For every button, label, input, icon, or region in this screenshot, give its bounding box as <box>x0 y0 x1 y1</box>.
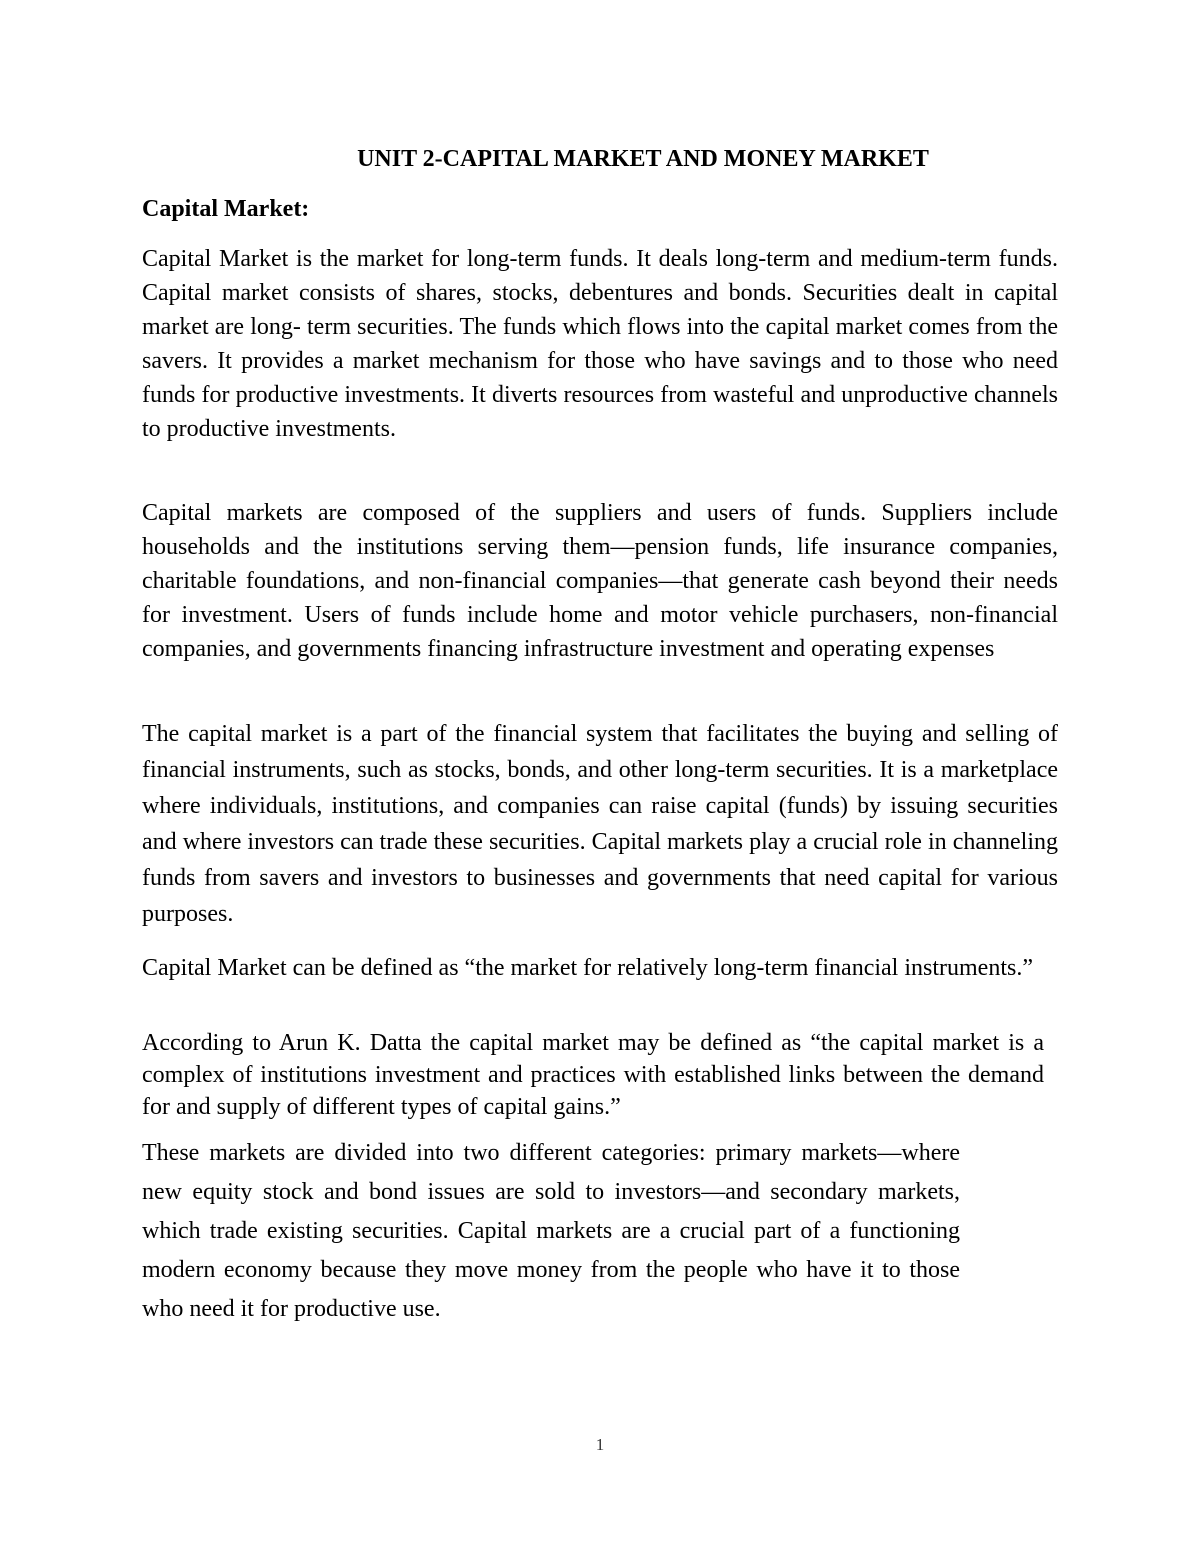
paragraph-definition: Capital Market is the market for long-term funds. It deals long-term and medium-term funds. Capital market consists of shares, stocks, debentures and bonds. Securities dealt in capital market are long- term securities. The funds which flows into the capital market comes from the savers. It provides a market mechanism for those who have savings and to those who need funds for productive investments. It diverts resources from wasteful and unproductive channels to productive investments. <box>142 246 1058 442</box>
section-heading: Capital Market: <box>142 196 310 222</box>
page-number: 1 <box>595 1435 605 1454</box>
paragraph-suppliers-users: Capital markets are composed of the suppliers and users of funds. Suppliers include households and the institutions serving them—pension funds, life insurance companies, charitable foundations, and non-financial companies—that generate cash beyond their needs for investment. Users of funds include home and motor vehicle purchasers, non-financial companies, and governments financing infrastructure investment and operating expenses <box>142 500 1058 662</box>
paragraph-arun-datta: According to Arun K. Datta the capital market may be defined as “the capital market is a complex of institutions investment and practices with established links between the demand for and supply of different types of capital gains.” <box>142 1030 1044 1120</box>
paragraph-financial-system: The capital market is a part of the financial system that facilitates the buying and selling of financial instruments, such as stocks, bonds, and other long-term securities. It is a marketplace where individuals, institutions, and companies can raise capital (funds) by issuing securities and where investors can trade these securities. Capital markets play a crucial role in channeling funds from savers and investors to businesses and governments that need capital for various purposes. <box>142 721 1058 927</box>
document-title: UNIT 2-CAPITAL MARKET AND MONEY MARKET <box>357 146 929 172</box>
paragraph-categories: These markets are divided into two different categories: primary markets—where new equity stock and bond issues are sold to investors—and secondary markets, which trade existing securities. Capital markets are a crucial part of a functioning modern economy because they move money from the people who have it to those who need it for productive use. <box>142 1140 960 1322</box>
paragraph-defined-as: Capital Market can be defined as “the market for relatively long-term financial instruments.” <box>142 955 1033 981</box>
